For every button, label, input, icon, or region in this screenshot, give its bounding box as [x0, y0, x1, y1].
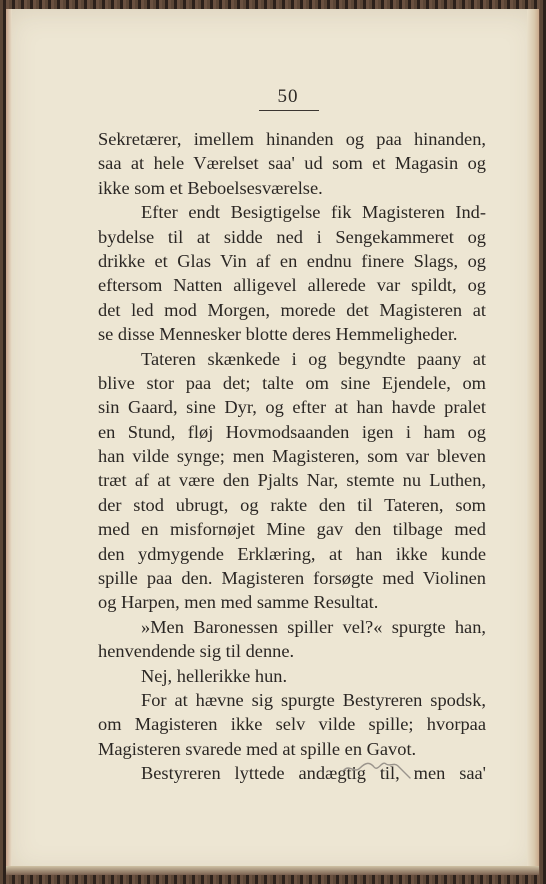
text-line: henvendende sig til denne.	[98, 641, 295, 662]
text-line: For at hævne sig spurgte Bestyreren spodsk,	[141, 689, 486, 710]
page-bottom-edge	[6, 866, 539, 875]
text-line: om Magisteren ikke selv vilde spille; hvorpaa	[98, 714, 486, 735]
text-line: saa at hele Værelset saa' ud som et Magasin og	[98, 153, 486, 174]
text-line: »Men Baronessen spiller vel?« spurgte han,	[141, 616, 486, 637]
text-line: Sekretærer, imellem hinanden og paa hinanden,	[98, 129, 486, 149]
text-line: med en misfornøjet Mine gav den tilbage med	[98, 519, 486, 540]
text-line: han vilde synge; men Magisteren, som var bleven	[98, 446, 486, 467]
text-line: Nej, hellerikke hun.	[141, 665, 288, 686]
text-line: spille paa den. Magisteren forsøgte med Violinen	[98, 568, 486, 589]
text-line: Efter endt Besigtigelse fik Magisteren Ind-	[141, 202, 486, 223]
page-number-rule	[259, 110, 319, 111]
text-line: en Stund, fløj Hovmodsaanden igen i ham og	[98, 421, 486, 442]
text-line: Bestyreren lyttede andægtig til, men saa'	[141, 763, 486, 784]
text-line: det led mod Morgen, morede det Magisteren at	[98, 299, 486, 320]
text-line: der stod ubrugt, og rakte den til Tateren, som	[98, 494, 486, 515]
text-line: se disse Mennesker blotte deres Hemmeligheder.	[98, 324, 458, 345]
text-line: den ydmygende Erklæring, at han ikke kunde	[98, 543, 486, 564]
text-line: eftersom Natten alligevel allerede var spildt, og	[98, 275, 486, 296]
text-line: drikke et Glas Vin af en endnu finere Slags, og	[98, 250, 486, 271]
page-fore-edge	[527, 9, 539, 875]
text-line: Tateren skænkede i og begyndte paany at	[141, 348, 486, 369]
text-line: ikke som et Beboelsesværelse.	[98, 177, 323, 198]
text-line: bydelse til at sidde ned i Sengekammeret og	[98, 226, 486, 247]
text-line: Magisteren svarede med at spille en Gavot.	[98, 738, 417, 759]
handwritten-flourish-icon	[340, 752, 420, 782]
page-number: 50	[277, 86, 299, 107]
text-line: og Harpen, men med samme Resultat.	[98, 592, 379, 613]
page-gutter-edge	[6, 9, 12, 875]
text-line: blive stor paa det; talte om sine Ejendele, om	[98, 372, 486, 393]
text-line: sin Gaard, sine Dyr, og efter at han havde pralet	[98, 397, 486, 418]
body-text	[98, 127, 486, 786]
text-line: træt af at være den Pjalts Nar, stemte nu Luthen,	[98, 470, 486, 491]
